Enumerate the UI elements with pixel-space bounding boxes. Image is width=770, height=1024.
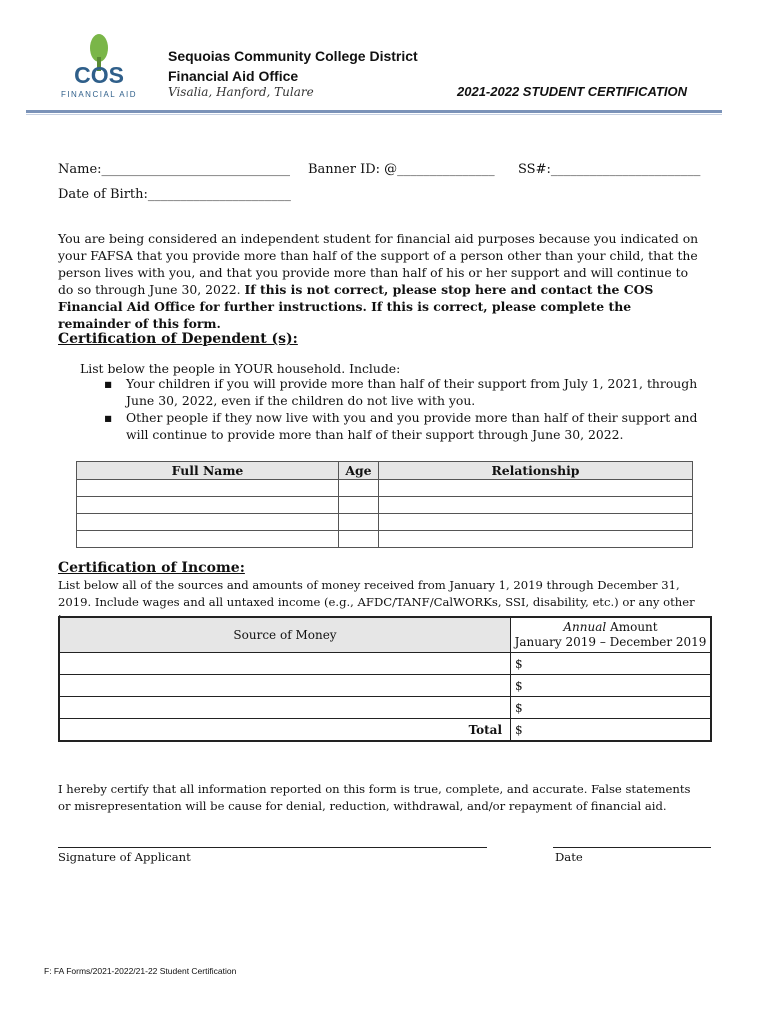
list-item: ▪ Your children if you will provide more than half of their support from July 1, 2021, through June 30, 2022, even if the children do not live with you. [104,376,698,408]
table-header-row [59,617,711,653]
col-relationship: Relationship [379,462,693,480]
full-name-cell[interactable] [77,514,339,531]
signature-label: Signature of Applicant [58,850,191,864]
amount-label-italic: Annual [563,620,607,634]
income-table [58,616,712,742]
signature-line[interactable] [58,847,487,848]
source-cell[interactable] [59,653,511,675]
intro-paragraph [58,230,700,332]
source-cell[interactable] [59,675,511,697]
total-amount-cell[interactable]: $ [511,719,712,742]
col-source: Source of Money [59,617,511,653]
dependents-table [76,461,693,548]
amount-cell[interactable]: $ [511,653,712,675]
age-cell[interactable] [339,514,379,531]
total-row [59,719,711,742]
bullet-icon: ▪ [104,376,113,391]
table-row [77,514,693,531]
income-intro: List below all of the sources and amounts of money received from January 1, 2019 through December 31, 2019. Include wages and all untaxed income (e.g., AFDC/TANF/CalWORKs, SSI, disability, etc.) or any other [58,578,695,609]
document-title: 2021-2022 STUDENT CERTIFICATION [457,84,687,99]
footer-path: F: FA Forms/2021-2022/21-22 Student Certification [44,966,237,976]
age-cell[interactable] [339,497,379,514]
org-name: Sequoias Community College District [168,48,418,64]
dependents-bullets [104,376,704,444]
certification-statement: I hereby certify that all information reported on this form is true, complete, and accurate. False statements or misrepresentation will be cause for denial, reduction, withdrawal, and/or repayment of financial aid. [58,782,691,813]
table-row [77,497,693,514]
amount-period: January 2019 – December 2019 [514,635,707,649]
logo-text: COS [74,62,124,88]
header-divider [26,110,722,113]
age-cell[interactable] [339,480,379,497]
date-line[interactable] [553,847,711,848]
col-full-name: Full Name [77,462,339,480]
org-header [168,46,418,86]
banner-id-field[interactable]: Banner ID: @_______________ [308,162,495,177]
date-label: Date [555,850,583,864]
relationship-cell[interactable] [379,480,693,497]
table-row [59,675,711,697]
col-annual-amount [511,617,712,653]
total-label: Total [468,722,502,737]
dob-field[interactable]: Date of Birth:______________________ [58,187,291,202]
full-name-cell[interactable] [77,480,339,497]
table-row [77,480,693,497]
relationship-cell[interactable] [379,497,693,514]
logo-subtext: FINANCIAL AID [60,90,138,99]
table-row [77,531,693,548]
name-field[interactable]: Name:_____________________________ [58,162,291,177]
income-heading: Certification of Income: [58,560,245,576]
list-item: ▪ Other people if they now live with you and you provide more than half of their support and will continue to provide more than half of their support through June 30, 2022. [104,410,698,442]
intro-bold-text: If this is not correct, please stop here and contact the COS Financial Aid Office for further instructions. If this is correct, please complete the remainder of this form. [58,282,654,331]
col-age: Age [339,462,379,480]
locations: Visalia, Hanford, Tulare [168,85,314,99]
table-row [59,697,711,719]
cos-logo [50,32,150,102]
age-cell[interactable] [339,531,379,548]
amount-cell[interactable]: $ [511,675,712,697]
amount-label: Amount [610,620,658,634]
full-name-cell[interactable] [77,531,339,548]
table-header-row [77,462,693,480]
bullet-icon: ▪ [104,410,113,425]
header-divider-shadow [26,114,722,115]
source-cell[interactable] [59,697,511,719]
dependents-list-intro: List below the people in YOUR household. Include: [80,361,401,376]
relationship-cell[interactable] [379,514,693,531]
dependents-heading: Certification of Dependent (s): [58,331,298,347]
amount-cell[interactable]: $ [511,697,712,719]
intro-text: You are being considered an independent student for financial aid purposes because you indicated on your FAFSA that you provide more than half of the support of a person other than your child, that the person lives with you, and that you provide more than half of his or her support and will continue to do so through June 30, 2022. [58,231,699,297]
full-name-cell[interactable] [77,497,339,514]
relationship-cell[interactable] [379,531,693,548]
ssn-field[interactable]: SS#:_______________________ [518,162,701,177]
table-row [59,653,711,675]
office-name: Financial Aid Office [168,68,299,84]
